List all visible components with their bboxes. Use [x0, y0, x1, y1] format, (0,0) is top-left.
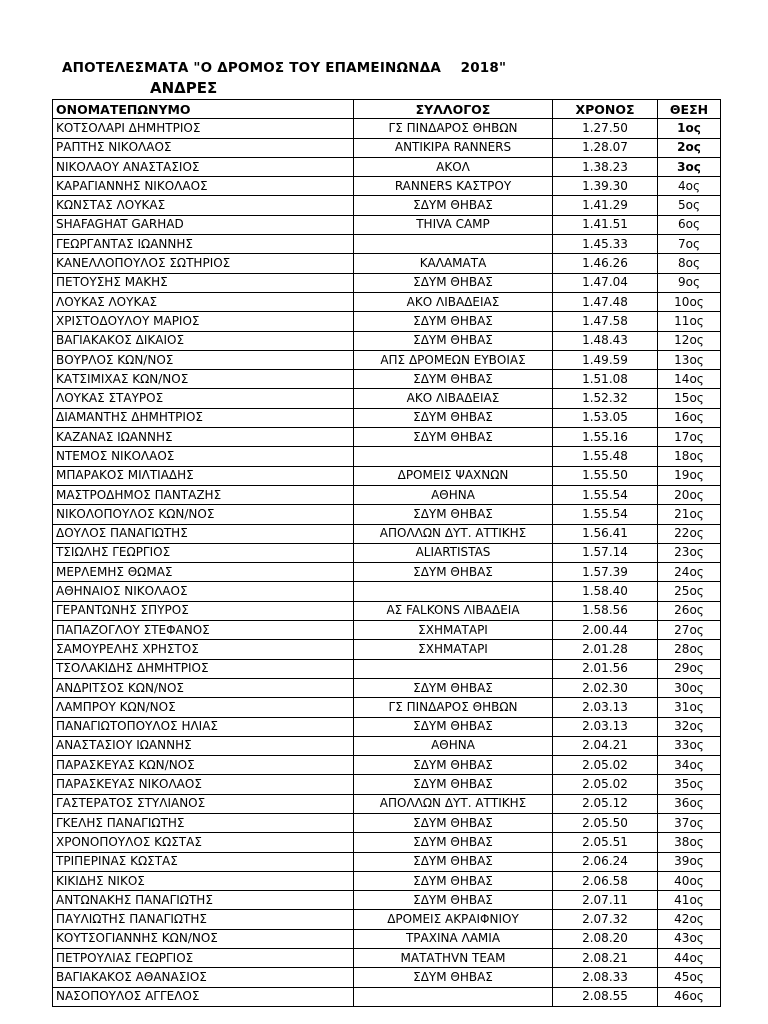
club-cell: ΑΠΟΛΛΩΝ ΔΥΤ. ΑΤΤΙΚΗΣ	[354, 524, 553, 543]
club-cell: ΣΔΥΜ ΘΗΒΑΣ	[354, 312, 553, 331]
position-cell: 3ος	[658, 157, 721, 176]
table-row	[53, 389, 721, 408]
position-cell: 37ος	[658, 813, 721, 832]
runner-name-cell: ΝΤΕΜΟΣ ΝΙΚΟΛΑΟΣ	[53, 447, 354, 466]
time-cell: 1.48.43	[553, 331, 658, 350]
runner-name-cell: ΑΘΗΝΑΙΟΣ ΝΙΚΟΛΑΟΣ	[53, 582, 354, 601]
club-cell: ΑΠΟΛΛΩΝ ΔΥΤ. ΑΤΤΙΚΗΣ	[354, 794, 553, 813]
position-cell: 7ος	[658, 235, 721, 254]
club-cell: ΑΘΗΝΑ	[354, 736, 553, 755]
runner-name-cell: ΝΑΣΟΠΟΥΛΟΣ ΑΓΓΕΛΟΣ	[53, 987, 354, 1006]
time-cell: 2.01.56	[553, 659, 658, 678]
table-row	[53, 640, 721, 659]
table-row	[53, 794, 721, 813]
table-row	[53, 891, 721, 910]
time-cell: 1.51.08	[553, 370, 658, 389]
time-cell: 2.03.13	[553, 717, 658, 736]
club-cell: ΑΚΟ ΛΙΒΑΔΕΙΑΣ	[354, 292, 553, 311]
time-cell: 2.02.30	[553, 678, 658, 697]
table-row	[53, 775, 721, 794]
time-cell: 1.55.54	[553, 505, 658, 524]
table-row	[53, 119, 721, 138]
time-cell: 1.45.33	[553, 235, 658, 254]
column-header-name: ΟΝΟΜΑΤΕΠΩΝΥΜΟ	[53, 100, 354, 119]
table-row	[53, 370, 721, 389]
position-cell: 34ος	[658, 756, 721, 775]
position-cell: 28ος	[658, 640, 721, 659]
runner-name-cell: ΓΕΡΑΝΤΩΝΗΣ ΣΠΥΡΟΣ	[53, 601, 354, 620]
table-row	[53, 466, 721, 485]
time-cell: 1.27.50	[553, 119, 658, 138]
runner-name-cell: ΠΑΡΑΣΚΕΥΑΣ ΝΙΚΟΛΑΟΣ	[53, 775, 354, 794]
column-header-time: ΧΡΟΝΟΣ	[553, 100, 658, 119]
position-cell: 5ος	[658, 196, 721, 215]
runner-name-cell: ΑΝΑΣΤΑΣΙΟΥ ΙΩΑΝΝΗΣ	[53, 736, 354, 755]
table-row	[53, 678, 721, 697]
time-cell: 1.41.29	[553, 196, 658, 215]
table-header-row	[53, 100, 721, 119]
table-row	[53, 543, 721, 562]
position-cell: 23ος	[658, 543, 721, 562]
category-subtitle: ΑΝΔΡΕΣ	[150, 79, 218, 97]
table-row	[53, 428, 721, 447]
time-cell: 2.01.28	[553, 640, 658, 659]
runner-name-cell: ΣΑΜΟΥΡΕΛΗΣ ΧΡΗΣΤΟΣ	[53, 640, 354, 659]
runner-name-cell: ΚΑΡΑΓΙΑΝΝΗΣ ΝΙΚΟΛΑΟΣ	[53, 177, 354, 196]
position-cell: 33ος	[658, 736, 721, 755]
table-row	[53, 292, 721, 311]
position-cell: 16ος	[658, 408, 721, 427]
club-cell: ΔΡΟΜΕΙΣ ΨΑΧΝΩΝ	[354, 466, 553, 485]
position-cell: 41ος	[658, 891, 721, 910]
runner-name-cell: ΠΑΥΛΙΩΤΗΣ ΠΑΝΑΓΙΩΤΗΣ	[53, 910, 354, 929]
club-cell: ΣΔΥΜ ΘΗΒΑΣ	[354, 717, 553, 736]
table-row	[53, 910, 721, 929]
runner-name-cell: ΤΣΙΩΛΗΣ ΓΕΩΡΓΙΟΣ	[53, 543, 354, 562]
runner-name-cell: ΚΑΖΑΝΑΣ ΙΩΑΝΝΗΣ	[53, 428, 354, 447]
table-row	[53, 138, 721, 157]
club-cell: ΑΚΟ ΛΙΒΑΔΕΙΑΣ	[354, 389, 553, 408]
runner-name-cell: ΠΑΡΑΣΚΕΥΑΣ ΚΩΝ/ΝΟΣ	[53, 756, 354, 775]
time-cell: 2.08.33	[553, 968, 658, 987]
time-cell: 1.39.30	[553, 177, 658, 196]
position-cell: 4ος	[658, 177, 721, 196]
runner-name-cell: ΔΟΥΛΟΣ ΠΑΝΑΓΙΩΤΗΣ	[53, 524, 354, 543]
runner-name-cell: ΚΑΤΣΙΜΙΧΑΣ ΚΩΝ/ΝΟΣ	[53, 370, 354, 389]
club-cell: ΣΔΥΜ ΘΗΒΑΣ	[354, 775, 553, 794]
table-row	[53, 157, 721, 176]
time-cell: 1.56.41	[553, 524, 658, 543]
time-cell: 2.03.13	[553, 698, 658, 717]
time-cell: 2.04.21	[553, 736, 658, 755]
time-cell: 2.08.55	[553, 987, 658, 1006]
club-cell: ΣΔΥΜ ΘΗΒΑΣ	[354, 196, 553, 215]
table-row	[53, 659, 721, 678]
document-title: ΑΠΟΤΕΛΕΣΜΑΤΑ "Ο ΔΡΟΜΟΣ ΤΟΥ ΕΠΑΜΕΙΝΩΝΔΑ 2018"	[62, 60, 507, 76]
time-cell: 2.07.32	[553, 910, 658, 929]
runner-name-cell: ΑΝΔΡΙΤΣΟΣ ΚΩΝ/ΝΟΣ	[53, 678, 354, 697]
club-cell: ΣΔΥΜ ΘΗΒΑΣ	[354, 756, 553, 775]
club-cell: ΣΔΥΜ ΘΗΒΑΣ	[354, 852, 553, 871]
position-cell: 11ος	[658, 312, 721, 331]
runner-name-cell: ΠΕΤΟΥΣΗΣ ΜΑΚΗΣ	[53, 273, 354, 292]
table-row	[53, 582, 721, 601]
position-cell: 1ος	[658, 119, 721, 138]
table-row	[53, 987, 721, 1006]
runner-name-cell: ΝΙΚΟΛΑΟΥ ΑΝΑΣΤΑΣΙΟΣ	[53, 157, 354, 176]
club-cell: ΣΔΥΜ ΘΗΒΑΣ	[354, 891, 553, 910]
time-cell: 1.55.16	[553, 428, 658, 447]
table-row	[53, 698, 721, 717]
position-cell: 29ος	[658, 659, 721, 678]
time-cell: 1.53.05	[553, 408, 658, 427]
club-cell: ΣΔΥΜ ΘΗΒΑΣ	[354, 408, 553, 427]
position-cell: 30ος	[658, 678, 721, 697]
runner-name-cell: ΚΩΝΣΤΑΣ ΛΟΥΚΑΣ	[53, 196, 354, 215]
table-row	[53, 273, 721, 292]
club-cell: ΤΡΑΧΙΝΑ ΛΑΜΙΑ	[354, 929, 553, 948]
table-row	[53, 505, 721, 524]
club-cell: ΑΣ FALKONS ΛΙΒΑΔΕΙΑ	[354, 601, 553, 620]
position-cell: 27ος	[658, 621, 721, 640]
position-cell: 10ος	[658, 292, 721, 311]
runner-name-cell: ΤΡΙΠΕΡΙΝΑΣ ΚΩΣΤΑΣ	[53, 852, 354, 871]
time-cell: 2.06.24	[553, 852, 658, 871]
time-cell: 2.05.12	[553, 794, 658, 813]
club-cell: ΣΔΥΜ ΘΗΒΑΣ	[354, 331, 553, 350]
club-cell: ΣΧΗΜΑΤΑΡΙ	[354, 640, 553, 659]
position-cell: 20ος	[658, 485, 721, 504]
time-cell: 1.41.51	[553, 215, 658, 234]
runner-name-cell: ΓΑΣΤΕΡΑΤΟΣ ΣΤΥΛΙΑΝΟΣ	[53, 794, 354, 813]
runner-name-cell: ΧΡΙΣΤΟΔΟΥΛΟΥ ΜΑΡΙΟΣ	[53, 312, 354, 331]
runner-name-cell: ΠΑΝΑΓΙΩΤΟΠΟΥΛΟΣ ΗΛΙΑΣ	[53, 717, 354, 736]
runner-name-cell: ΛΟΥΚΑΣ ΛΟΥΚΑΣ	[53, 292, 354, 311]
runner-name-cell: ΛΑΜΠΡΟΥ ΚΩΝ/ΝΟΣ	[53, 698, 354, 717]
time-cell: 1.55.54	[553, 485, 658, 504]
table-row	[53, 447, 721, 466]
position-cell: 42ος	[658, 910, 721, 929]
runner-name-cell: SHAFAGHAT GARHAD	[53, 215, 354, 234]
runner-name-cell: ΜΠΑΡΑΚΟΣ ΜΙΛΤΙΑΔΗΣ	[53, 466, 354, 485]
table-row	[53, 177, 721, 196]
table-row	[53, 717, 721, 736]
runner-name-cell: ΒΟΥΡΛΟΣ ΚΩΝ/ΝΟΣ	[53, 350, 354, 369]
position-cell: 19ος	[658, 466, 721, 485]
table-row	[53, 485, 721, 504]
column-header-club: ΣΥΛΛΟΓΟΣ	[354, 100, 553, 119]
runner-name-cell: ΔΙΑΜΑΝΤΗΣ ΔΗΜΗΤΡΙΟΣ	[53, 408, 354, 427]
club-cell: ΜΑΤΑΤΗVN TEAM	[354, 949, 553, 968]
position-cell: 35ος	[658, 775, 721, 794]
results-table	[52, 99, 721, 1007]
table-row	[53, 621, 721, 640]
table-row	[53, 350, 721, 369]
runner-name-cell: ΓΚΕΛΗΣ ΠΑΝΑΓΙΩΤΗΣ	[53, 813, 354, 832]
position-cell: 21ος	[658, 505, 721, 524]
club-cell: ΓΣ ΠΙΝΔΑΡΟΣ ΘΗΒΩΝ	[354, 119, 553, 138]
position-cell: 14ος	[658, 370, 721, 389]
club-cell: ΣΔΥΜ ΘΗΒΑΣ	[354, 273, 553, 292]
table-row	[53, 254, 721, 273]
position-cell: 17ος	[658, 428, 721, 447]
time-cell: 1.28.07	[553, 138, 658, 157]
position-cell: 31ος	[658, 698, 721, 717]
time-cell: 2.00.44	[553, 621, 658, 640]
club-cell: ΣΔΥΜ ΘΗΒΑΣ	[354, 678, 553, 697]
club-cell: ΑΚΟΛ	[354, 157, 553, 176]
club-cell: ΚΑΛΑΜΑΤΑ	[354, 254, 553, 273]
column-header-position: ΘΕΣΗ	[658, 100, 721, 119]
club-cell: ΣΔΥΜ ΘΗΒΑΣ	[354, 871, 553, 890]
table-row	[53, 929, 721, 948]
table-row	[53, 563, 721, 582]
time-cell: 1.47.58	[553, 312, 658, 331]
runner-name-cell: ΠΑΠΑΖΟΓΛΟΥ ΣΤΕΦΑΝΟΣ	[53, 621, 354, 640]
position-cell: 43ος	[658, 929, 721, 948]
runner-name-cell: ΜΕΡΛΕΜΗΣ ΘΩΜΑΣ	[53, 563, 354, 582]
time-cell: 2.05.02	[553, 775, 658, 794]
table-row	[53, 196, 721, 215]
runner-name-cell: ΚΙΚΙΔΗΣ ΝΙΚΟΣ	[53, 871, 354, 890]
table-row	[53, 235, 721, 254]
runner-name-cell: ΒΑΓΙΑΚΑΚΟΣ ΑΘΑΝΑΣΙΟΣ	[53, 968, 354, 987]
time-cell: 1.58.40	[553, 582, 658, 601]
table-row	[53, 813, 721, 832]
club-cell: ΣΔΥΜ ΘΗΒΑΣ	[354, 968, 553, 987]
runner-name-cell: ΓΕΩΡΓΑΝΤΑΣ ΙΩΑΝΝΗΣ	[53, 235, 354, 254]
club-cell	[354, 582, 553, 601]
position-cell: 2ος	[658, 138, 721, 157]
table-row	[53, 601, 721, 620]
position-cell: 6ος	[658, 215, 721, 234]
runner-name-cell: ΜΑΣΤΡΟΔΗΜΟΣ ΠΑΝΤΑΖΗΣ	[53, 485, 354, 504]
table-row	[53, 736, 721, 755]
runner-name-cell: ΚΟΤΣΟΛΑΡΙ ΔΗΜΗΤΡΙΟΣ	[53, 119, 354, 138]
runner-name-cell: ΚΟΥΤΣΟΓΙΑΝΝΗΣ ΚΩΝ/ΝΟΣ	[53, 929, 354, 948]
table-row	[53, 968, 721, 987]
runner-name-cell: ΝΙΚΟΛΟΠΟΥΛΟΣ ΚΩΝ/ΝΟΣ	[53, 505, 354, 524]
club-cell	[354, 659, 553, 678]
runner-name-cell: ΒΑΓΙΑΚΑΚΟΣ ΔΙΚΑΙΟΣ	[53, 331, 354, 350]
table-row	[53, 312, 721, 331]
position-cell: 12ος	[658, 331, 721, 350]
time-cell: 1.57.14	[553, 543, 658, 562]
club-cell: ΑΠΣ ΔΡΟΜΕΩΝ ΕΥΒΟΙΑΣ	[354, 350, 553, 369]
club-cell	[354, 447, 553, 466]
club-cell: ΣΔΥΜ ΘΗΒΑΣ	[354, 833, 553, 852]
table-row	[53, 833, 721, 852]
club-cell: ΣΔΥΜ ΘΗΒΑΣ	[354, 505, 553, 524]
runner-name-cell: ΑΝΤΩΝΑΚΗΣ ΠΑΝΑΓΙΩΤΗΣ	[53, 891, 354, 910]
time-cell: 2.06.58	[553, 871, 658, 890]
runner-name-cell: ΠΕΤΡΟΥΛΙΑΣ ΓΕΩΡΓΙΟΣ	[53, 949, 354, 968]
time-cell: 2.08.21	[553, 949, 658, 968]
position-cell: 26ος	[658, 601, 721, 620]
time-cell: 2.05.50	[553, 813, 658, 832]
position-cell: 9ος	[658, 273, 721, 292]
table-body	[53, 119, 721, 1007]
position-cell: 8ος	[658, 254, 721, 273]
position-cell: 24ος	[658, 563, 721, 582]
time-cell: 1.38.23	[553, 157, 658, 176]
club-cell: RANNERS ΚΑΣΤΡΟΥ	[354, 177, 553, 196]
time-cell: 1.55.50	[553, 466, 658, 485]
time-cell: 2.05.51	[553, 833, 658, 852]
time-cell: 2.08.20	[553, 929, 658, 948]
time-cell: 1.52.32	[553, 389, 658, 408]
club-cell: ΣΔΥΜ ΘΗΒΑΣ	[354, 428, 553, 447]
time-cell: 1.55.48	[553, 447, 658, 466]
club-cell: ΑΘΗΝΑ	[354, 485, 553, 504]
position-cell: 45ος	[658, 968, 721, 987]
club-cell	[354, 235, 553, 254]
position-cell: 15ος	[658, 389, 721, 408]
position-cell: 13ος	[658, 350, 721, 369]
position-cell: 32ος	[658, 717, 721, 736]
time-cell: 1.58.56	[553, 601, 658, 620]
time-cell: 1.47.48	[553, 292, 658, 311]
runner-name-cell: ΡΑΠΤΗΣ ΝΙΚΟΛΑΟΣ	[53, 138, 354, 157]
table-row	[53, 852, 721, 871]
time-cell: 1.57.39	[553, 563, 658, 582]
runner-name-cell: ΧΡΟΝΟΠΟΥΛΟΣ ΚΩΣΤΑΣ	[53, 833, 354, 852]
table-row	[53, 949, 721, 968]
position-cell: 25ος	[658, 582, 721, 601]
table-row	[53, 408, 721, 427]
position-cell: 36ος	[658, 794, 721, 813]
position-cell: 46ος	[658, 987, 721, 1006]
time-cell: 2.07.11	[553, 891, 658, 910]
table-row	[53, 524, 721, 543]
club-cell: ΑΝΤΙΚΙΡΑ RANNERS	[354, 138, 553, 157]
time-cell: 1.49.59	[553, 350, 658, 369]
runner-name-cell: ΛΟΥΚΑΣ ΣΤΑΥΡΟΣ	[53, 389, 354, 408]
club-cell: ΣΔΥΜ ΘΗΒΑΣ	[354, 563, 553, 582]
club-cell: ΣΔΥΜ ΘΗΒΑΣ	[354, 370, 553, 389]
table-row	[53, 871, 721, 890]
club-cell: ALIARTISTAS	[354, 543, 553, 562]
club-cell: ΣΔΥΜ ΘΗΒΑΣ	[354, 813, 553, 832]
table-row	[53, 756, 721, 775]
club-cell: THIVA CAMP	[354, 215, 553, 234]
club-cell	[354, 987, 553, 1006]
position-cell: 44ος	[658, 949, 721, 968]
position-cell: 18ος	[658, 447, 721, 466]
position-cell: 22ος	[658, 524, 721, 543]
runner-name-cell: ΚΑΝΕΛΛΟΠΟΥΛΟΣ ΣΩΤΗΡΙΟΣ	[53, 254, 354, 273]
position-cell: 38ος	[658, 833, 721, 852]
club-cell: ΔΡΟΜΕΙΣ ΑΚΡΑΙΦΝΙΟΥ	[354, 910, 553, 929]
position-cell: 39ος	[658, 852, 721, 871]
runner-name-cell: ΤΣΟΛΑΚΙΔΗΣ ΔΗΜΗΤΡΙΟΣ	[53, 659, 354, 678]
time-cell: 1.47.04	[553, 273, 658, 292]
club-cell: ΣΧΗΜΑΤΑΡΙ	[354, 621, 553, 640]
time-cell: 1.46.26	[553, 254, 658, 273]
position-cell: 40ος	[658, 871, 721, 890]
club-cell: ΓΣ ΠΙΝΔΑΡΟΣ ΘΗΒΩΝ	[354, 698, 553, 717]
time-cell: 2.05.02	[553, 756, 658, 775]
table-row	[53, 331, 721, 350]
table-row	[53, 215, 721, 234]
